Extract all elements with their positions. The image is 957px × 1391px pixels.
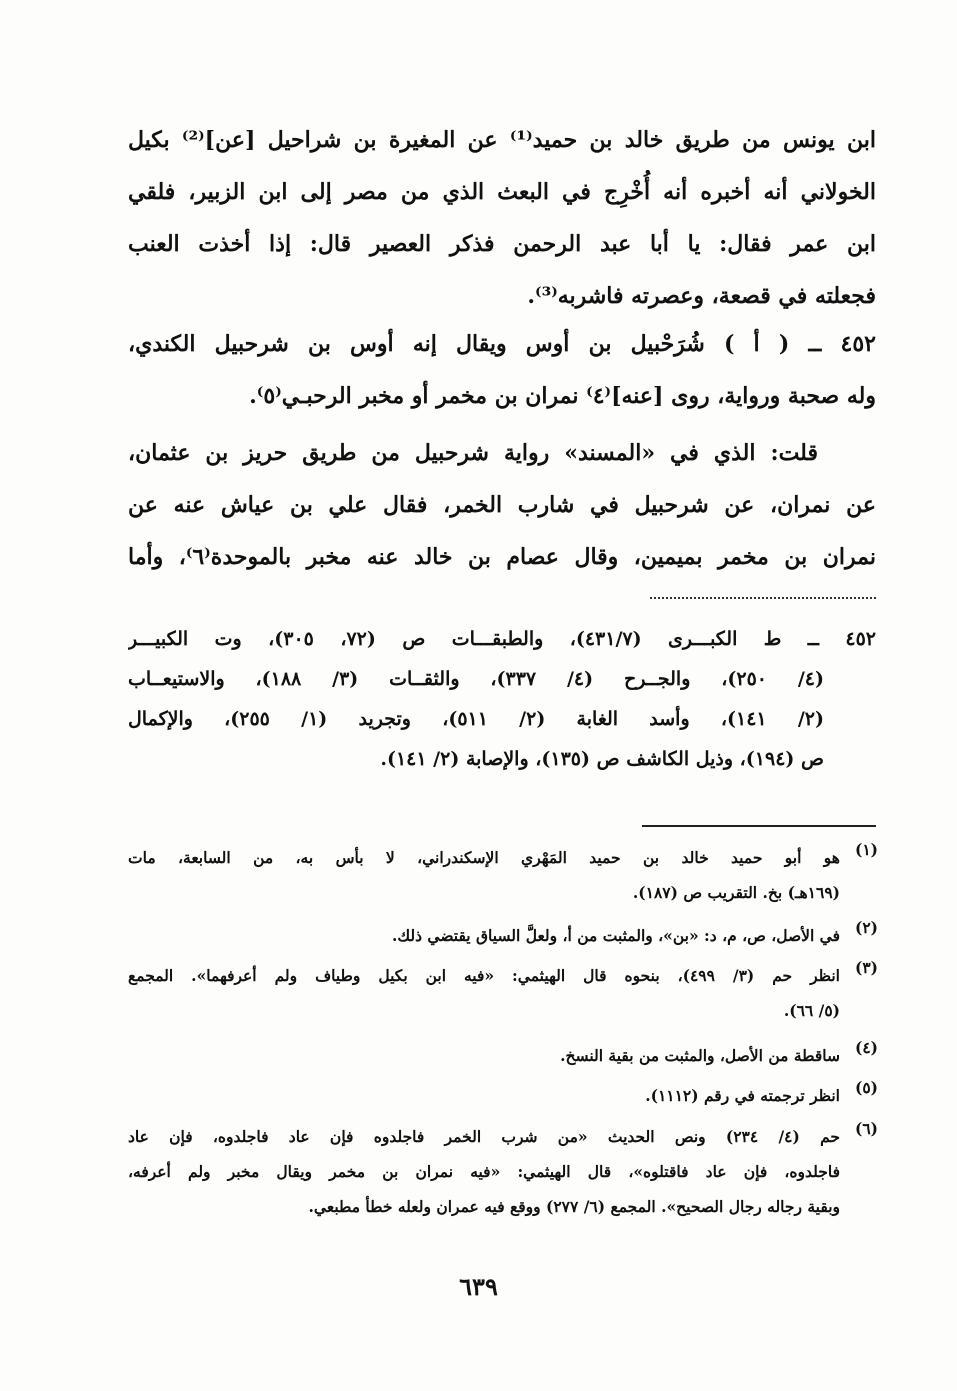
text-line: عن نمران، عن شرحبيل في شارب الخمر، فقال علي بن عياش عنه عن — [128, 492, 876, 518]
text-line: فاجلدوه، فإن عاد فاقتلوه»، قال الهيثمي: «فيه نمران بن مخمر ويقال مخبر ولم أعرفه، — [128, 1162, 840, 1181]
text-line: انظر ترجمته في رقم (١١١٢). — [645, 1086, 840, 1105]
text-line: حم (٤/ ٢٣٤) ونص الحديث «من شرب الخمر فاجلدوه فإن عاد فاجلدوه، فإن عاد — [128, 1127, 840, 1146]
footnote — [128, 1038, 878, 1073]
footnote — [128, 918, 878, 953]
text-line: ٤٥٢ ــ ط الكبـــرى (٤٣١/٧)، والطبقـــات ص (٧٢، ٣٠٥)، وت الكبيـــر — [128, 628, 876, 650]
footnote-number: (٦) — [854, 1119, 878, 1138]
footnote-number: (٣) — [854, 958, 878, 977]
text-line: قلت: الذي في «المسند» رواية شرحبيل من طريق حريز بن عثمان، — [128, 440, 818, 466]
text-line: ساقطة من الأصل، والمثبت من بقية النسخ. — [560, 1046, 840, 1065]
text-line: انظر حم (٣/ ٤٩٩)، بنحوه قال الهيثمي: «فيه ابن بكيل وطياف ولم أعرفهما». المجمع — [128, 966, 840, 985]
text-line: الخولاني أنه أخبره أنه أُخْرِج في البعث الذي من مصر إلى ابن الزبير، فلقي — [128, 179, 876, 205]
text-line: (٢/ ١٤١)، وأسد الغابة (٢/ ٥١١)، وتجريد (١/ ٢٥٥)، والإكمال — [128, 708, 824, 730]
footnote — [128, 1078, 878, 1113]
paragraph-3 — [128, 427, 876, 583]
footnote-number: (٥) — [854, 1078, 878, 1097]
text-line: ابن يونس من طريق خالد بن حميد⁽¹⁾ عن المغيرة بن شراحيل [عن]⁽²⁾ بكيل — [128, 127, 876, 153]
page-number: ٦٣٩ — [459, 1272, 498, 1301]
footnote-number: (٢) — [854, 918, 878, 937]
footnote-number: (٤) — [854, 1038, 878, 1057]
text-line: في الأصل، ص، م، د: «بن»، والمثبت من أ، ولعلَّ السياق يقتضي ذلك. — [391, 926, 840, 945]
entry-references — [128, 619, 876, 779]
text-line: (٤/ ٢٥٠)، والجــرح (٤/ ٣٣٧)، والثقــات (٣/ ١٨٨)، والاستيعــاب — [128, 668, 824, 690]
footnote-number: (١) — [854, 840, 878, 859]
text-line: نمران بن مخمر بميمين، وقال عصام بن خالد عنه مخبر بالموحدة⁽٦⁾، وأما — [128, 544, 876, 570]
text-line: ص (١٩٤)، وذيل الكاشف ص (١٣٥)، والإصابة (٢/ ١٤١). — [380, 748, 824, 770]
text-line: وله صحبة ورواية، روى [عنه]⁽٤⁾ نمران بن مخمر أو مخبر الرحبـي⁽٥⁾. — [249, 383, 876, 409]
footnote — [128, 1119, 878, 1224]
text-line: (١٦٩هـ) بخ. التقريب ص (١٨٧). — [632, 883, 840, 902]
entry-heading — [128, 318, 876, 422]
paragraph-1 — [128, 114, 876, 322]
footnote — [128, 958, 878, 1028]
dotted-separator — [650, 597, 876, 599]
text-line: وبقية رجاله رجال الصحيح». المجمع (٦/ ٢٧٧) ووقع فيه عمران ولعله خطأ مطبعي. — [308, 1197, 840, 1216]
text-line: ابن عمر فقال: يا أبا عبد الرحمن فذكر العصير قال: إذا أخذت العنب — [128, 231, 876, 257]
text-line: هو أبو حميد خالد بن حميد المَهْري الإسكندراني، لا بأس به، من السابعة، مات — [128, 848, 840, 867]
footnote — [128, 840, 878, 910]
footnote-rule — [642, 825, 876, 827]
text-line: فجعلته في قصعة، وعصرته فاشربه⁽³⁾. — [527, 283, 876, 309]
text-line: (٥/ ٦٦). — [783, 1001, 840, 1020]
text-line: ٤٥٢ ــ ( أ ) شُرَحْبيل بن أوس ويقال إنه أوس بن شرحبيل الكندي، — [128, 331, 876, 357]
